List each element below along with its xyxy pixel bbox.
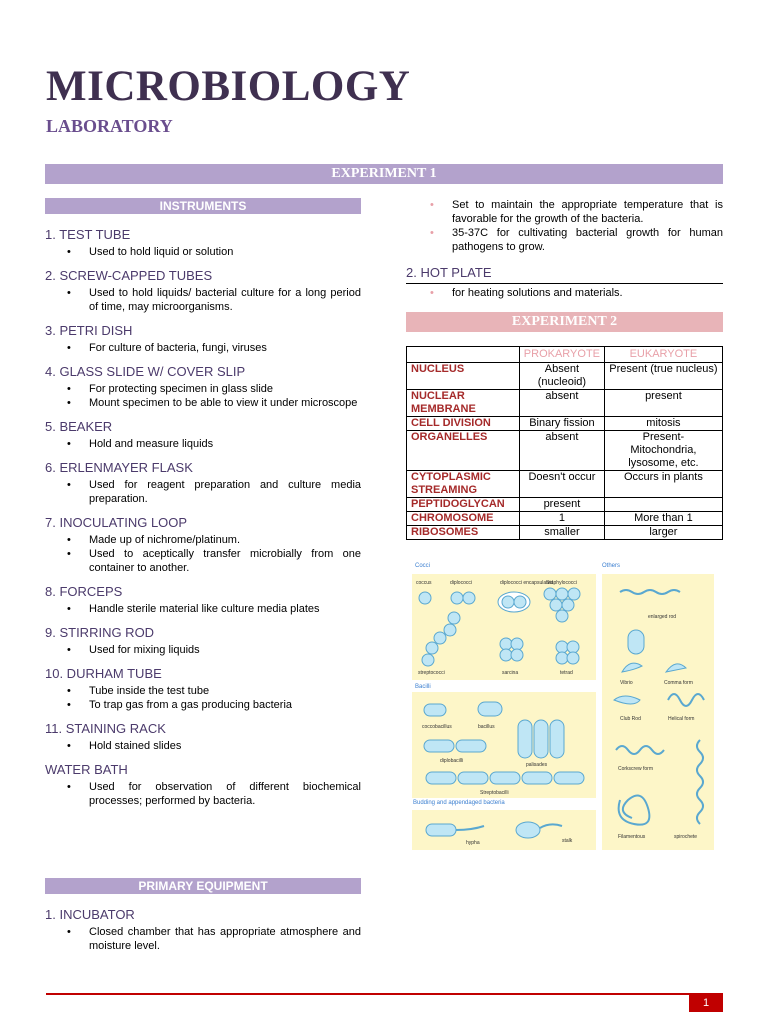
table-row [407, 390, 723, 417]
incubator-section [45, 907, 361, 953]
hot-plate-section [406, 265, 723, 300]
instrument-title: 6. ERLENMAYER FLASK [45, 460, 193, 475]
instrument-title: 4. GLASS SLIDE W/ COVER SLIP [45, 364, 246, 379]
instrument-title: WATER BATH [45, 762, 128, 777]
table-header-cell: EUKARYOTE [604, 347, 722, 363]
instrument-bullet: • Used for observation of different biochemical processes; performed by bacteria. [89, 780, 361, 808]
instrument-section [45, 515, 361, 575]
table-row [407, 471, 723, 498]
cocci-label: Cocci [415, 563, 431, 569]
table-row [407, 526, 723, 540]
page-title: MICROBIOLOGY [46, 63, 411, 110]
instrument-section [45, 323, 361, 355]
row-label: CELL DIVISION [407, 417, 520, 431]
instrument-bullet: • Handle sterile material like culture media plates [89, 602, 361, 616]
table-cell: smaller [520, 526, 605, 540]
budding-label: Budding and appendaged bacteria [413, 800, 505, 806]
instrument-title: 10. DURHAM TUBE [45, 666, 162, 681]
figure-label: diplococci [450, 580, 472, 586]
instrument-bullet: • Used for mixing liquids [89, 643, 361, 657]
table-cell: Binary fission [520, 417, 605, 431]
figure-label: coccus [416, 580, 432, 586]
incubator-bullet: • Closed chamber that has appropriate atmosphere and moisture level. [89, 925, 361, 953]
instrument-title: 9. STIRRING ROD [45, 625, 155, 640]
figure-label: Corkscrew form [618, 766, 654, 772]
instrument-section [45, 584, 361, 616]
figure-label: sarcina [502, 670, 519, 676]
table-cell: present [604, 390, 722, 417]
instrument-bullet: • Mount specimen to be able to view it under microscope [89, 396, 361, 410]
instrument-title: 3. PETRI DISH [45, 323, 133, 338]
table-row [407, 498, 723, 512]
table-row [407, 512, 723, 526]
instrument-title: 7. INOCULATING LOOP [45, 515, 188, 530]
figure-label: Comma form [664, 680, 693, 686]
instrument-bullet: • Used for reagent preparation and culture media preparation. [89, 478, 361, 506]
instruments-list [45, 227, 361, 817]
table-cell: absent [520, 431, 605, 471]
primary-equipment-heading: PRIMARY EQUIPMENT [45, 878, 361, 894]
instrument-bullet: • For protecting specimen in glass slide [89, 382, 361, 396]
table-row [407, 431, 723, 471]
table-cell: larger [604, 526, 722, 540]
others-label: Others [602, 563, 621, 569]
instrument-section [45, 364, 361, 410]
figure-label: Streptobacilli [480, 790, 509, 796]
instrument-section [45, 625, 361, 657]
table-cell: present [520, 498, 605, 512]
instrument-bullet: • Made up of nichrome/platinum. [89, 533, 361, 547]
table-row [407, 363, 723, 390]
incubator-title: 1. INCUBATOR [45, 907, 135, 922]
instrument-bullet: • Tube inside the test tube [89, 684, 361, 698]
instrument-section [45, 460, 361, 506]
figure-label: coccobacillus [422, 724, 452, 730]
row-label: NUCLEAR MEMBRANE [407, 390, 520, 417]
incubator-continued [406, 198, 723, 254]
instrument-title: 8. FORCEPS [45, 584, 123, 599]
experiment-2-band: EXPERIMENT 2 [406, 312, 723, 332]
figure-label: palisades [526, 762, 548, 768]
hot-plate-title: 2. HOT PLATE [406, 265, 723, 284]
instrument-section [45, 227, 361, 259]
footer-divider [46, 993, 723, 995]
instrument-section [45, 666, 361, 712]
row-label: CHROMOSOME [407, 512, 520, 526]
instrument-section [45, 721, 361, 753]
instrument-bullet: • For culture of bacteria, fungi, viruses [89, 341, 361, 355]
incubator-bullet: • 35-37C for cultivating bacterial growth for human pathogens to grow. [452, 226, 723, 254]
experiment-1-band: EXPERIMENT 1 [45, 164, 723, 184]
table-row [407, 417, 723, 431]
figure-label: Filamentous [618, 834, 646, 840]
instrument-bullet: • Hold and measure liquids [89, 437, 361, 451]
instrument-bullet: • To trap gas from a gas producing bacteria [89, 698, 361, 712]
table-cell: Doesn't occur [520, 471, 605, 498]
table-cell: 1 [520, 512, 605, 526]
figure-label: bacillus [478, 724, 495, 730]
table-cell: Occurs in plants [604, 471, 722, 498]
bacteria-shapes-figure [410, 560, 716, 852]
row-label: PEPTIDOGLYCAN [407, 498, 520, 512]
instrument-bullet: • Hold stained slides [89, 739, 361, 753]
hot-plate-bullet: • for heating solutions and materials. [452, 286, 723, 300]
comparison-table [406, 346, 723, 540]
figure-label: Helical form [668, 716, 695, 722]
instrument-bullet: • Used to aceptically transfer microbially from one container to another. [89, 547, 361, 575]
instrument-section [45, 762, 361, 808]
instrument-bullet: • Used to hold liquids/ bacterial culture for a long period of time, may microorganisms. [89, 286, 361, 314]
figure-label: Vibrio [620, 680, 633, 686]
figure-label: spirochete [674, 834, 698, 840]
figure-label: tetrad [560, 670, 573, 676]
incubator-bullet: • Set to maintain the appropriate temperature that is favorable for the growth of the bacteria. [452, 198, 723, 226]
table-cell: absent [520, 390, 605, 417]
instrument-section [45, 268, 361, 314]
page-number: 1 [689, 994, 723, 1012]
figure-label: diplococci encapsulated [500, 580, 554, 586]
instrument-section [45, 419, 361, 451]
bacilli-label: Bacilli [415, 684, 431, 690]
figure-label: stalk [562, 838, 573, 844]
instrument-bullet: • Used to hold liquid or solution [89, 245, 361, 259]
table-cell: Absent (nucleoid) [520, 363, 605, 390]
instruments-heading: INSTRUMENTS [45, 198, 361, 214]
figure-label: Staphylococci [546, 580, 577, 586]
instrument-title: 2. SCREW-CAPPED TUBES [45, 268, 213, 283]
table-header-cell: PROKARYOTE [520, 347, 605, 363]
bacteria-illustrations [410, 560, 716, 852]
figure-label: streptococci [418, 670, 445, 676]
row-label: NUCLEUS [407, 363, 520, 390]
page-subtitle: LABORATORY [46, 116, 173, 136]
instrument-title: 5. BEAKER [45, 419, 113, 434]
row-label: RIBOSOMES [407, 526, 520, 540]
figure-label: Club Rod [620, 716, 641, 722]
table-header-row [407, 347, 723, 363]
instrument-title: 1. TEST TUBE [45, 227, 131, 242]
figure-label: enlarged rod [648, 614, 677, 620]
table-cell: Present (true nucleus) [604, 363, 722, 390]
instrument-title: 11. STAINING RACK [45, 721, 166, 736]
table-cell: More than 1 [604, 512, 722, 526]
figure-label: diplobacilli [440, 758, 464, 764]
table-header-cell [407, 347, 520, 363]
table-cell: mitosis [604, 417, 722, 431]
row-label: ORGANELLES [407, 431, 520, 471]
table-cell [604, 498, 722, 512]
table-cell: Present- Mitochondria, lysosome, etc. [604, 431, 722, 471]
figure-label: hypha [466, 840, 480, 846]
row-label: CYTOPLASMIC STREAMING [407, 471, 520, 498]
